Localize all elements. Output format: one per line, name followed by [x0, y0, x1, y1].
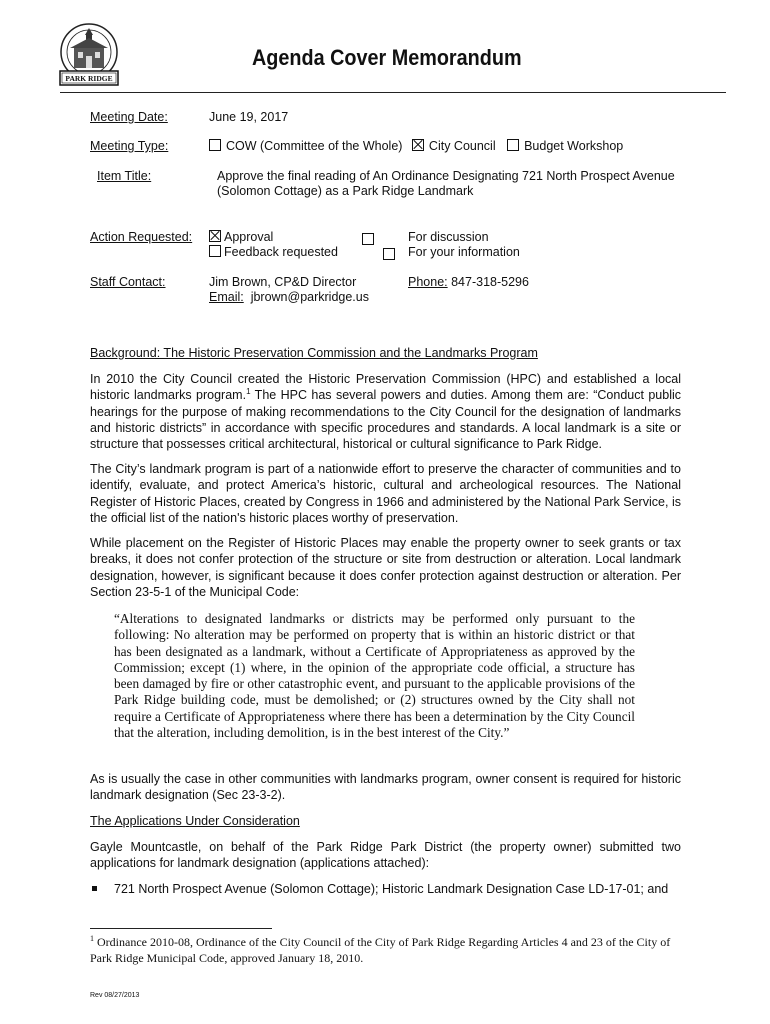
feedback-checkbox[interactable] [209, 245, 221, 257]
background-heading: Background: The Historic Preservation Commission and the Landmarks Program [90, 346, 538, 360]
item-title-label: Item Title: [97, 169, 152, 183]
applications-heading: The Applications Under Consideration [90, 814, 300, 828]
footnote-rule [90, 928, 272, 929]
discussion-label: For discussion [408, 230, 489, 244]
meeting-type-options [209, 139, 623, 154]
meeting-date-label: Meeting Date: [90, 110, 168, 124]
cow-checkbox[interactable] [209, 139, 221, 151]
logo-text: PARK RIDGE [65, 74, 113, 83]
email-label: Email: [209, 290, 244, 304]
approval-option [209, 230, 273, 245]
background-paragraph-2: The City’s landmark program is part of a nationwide effort to preserve the character of communities and to identify, evaluate, and protect America’s historic, cultural and archeological resources. The National Register of Historic Places, created by Congress in 1966 and administered by the National Park Service, is the official list of the nation's historic places worthy of preservation. [90, 462, 681, 525]
staff-contact-name: Jim Brown, CP&D Director [209, 275, 357, 289]
code-quote: “Alterations to designated landmarks or districts may be performed only pursuant to the following: No alteration may be performed on property that is within an historic district or that has been designated as a landmark, without a Certificate of Appropriateness as approved by the Commission; except (1) where, in the opinion of the appropriate code official, a structure has been damaged by fire or other catastrophic event, and pursuant to the applicable provisions of the Park Ridge building code, must be demolished; or (2) structures owned by the City shall not require a Certificate of Appropriateness where there has been a determination by the City Council that the alteration, including demolition, is in the best interest of the City.” [114, 611, 635, 741]
city-council-checkbox[interactable] [412, 139, 424, 151]
background-paragraph-3: While placement on the Register of Historic Places may enable the property owner to seek grants or tax breaks, it does not confer protection of the structure or site from destruction or alteration. Local landmark designation, however, is significant because it does confer protection against destruction or alteration. Per Section 23-5-1 of the Municipal Code: [90, 536, 681, 599]
page-title: Agenda Cover Memorandum [252, 45, 522, 70]
item-title-line2: (Solomon Cottage) as a Park Ridge Landmark [217, 184, 474, 198]
city-logo [56, 22, 122, 90]
cow-label: COW (Committee of the Whole) [226, 139, 403, 153]
background-p1-part1: In 2010 the City Council created the Historic Preservation Commission (HPC) and established a local historic landmarks program. [90, 372, 681, 403]
footnote-ref: 1 [246, 387, 251, 397]
bullet-icon [92, 886, 97, 891]
meeting-date-value: June 19, 2017 [209, 110, 289, 124]
meeting-type-label: Meeting Type: [90, 139, 169, 153]
background-paragraph-1 [90, 371, 681, 452]
discussion-checkbox[interactable] [362, 233, 374, 245]
staff-contact-label: Staff Contact: [90, 275, 166, 289]
budget-workshop-checkbox[interactable] [507, 139, 519, 151]
approval-checkbox[interactable] [209, 230, 221, 242]
footnote-number: 1 [90, 934, 94, 943]
applications-paragraph-1: Gayle Mountcastle, on behalf of the Park Ridge Park District (the property owner) submitted two applications for landmark designation (applications attached): [90, 840, 681, 871]
email-value[interactable]: jbrown@parkridge.us [250, 290, 369, 304]
phone-label: Phone: [408, 275, 448, 289]
budget-workshop-label: Budget Workshop [524, 139, 624, 153]
approval-label: Approval [224, 230, 274, 244]
item-title-line1: Approve the final reading of An Ordinance Designating 721 North Prospect Avenue [217, 169, 675, 183]
footnote-text: Ordinance 2010-08, Ordinance of the City Council of the City of Park Ridge Regarding Articles 4 and 23 of the City of Park Ridge Municipal Code, approved January 18, 2010. [90, 935, 671, 965]
header-rule [60, 92, 726, 93]
information-label: For your information [408, 245, 520, 259]
footnote [90, 935, 680, 966]
information-checkbox[interactable] [383, 248, 395, 260]
staff-email [209, 290, 369, 305]
feedback-option [209, 245, 338, 260]
background-p1-part2: The HPC has several powers and duties. Among them are: “Conduct public hearings for the purpose of making recommendations to the City Council for the designation of landmarks and historic districts” in accordance with specific procedures and standards. A local landmark is a site or structure that possesses critical architectural, historical or cultural significance to Park Ridge. [90, 388, 681, 452]
revision-label: Rev 08/27/2013 [90, 992, 140, 999]
staff-phone [408, 275, 529, 290]
action-requested-label: Action Requested: [90, 230, 193, 244]
city-council-label: City Council [428, 139, 496, 153]
background-paragraph-4: As is usually the case in other communities with landmarks program, owner consent is required for historic landmark designation (Sec 23-3-2). [90, 772, 681, 803]
application-bullet-1: 721 North Prospect Avenue (Solomon Cottage); Historic Landmark Designation Case LD-17-01; and [114, 882, 669, 896]
phone-value: 847-318-5296 [451, 275, 529, 289]
feedback-label: Feedback requested [224, 245, 338, 259]
